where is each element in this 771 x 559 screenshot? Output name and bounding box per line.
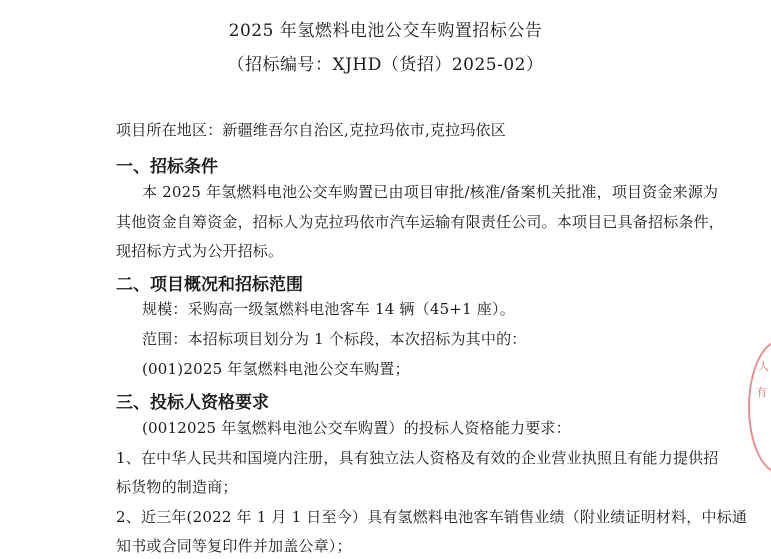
section2-heading: 二、项目概况和招标范围 [116,275,303,295]
section1-heading: 一、招标条件 [116,157,218,177]
requirement-1-line1: 1、在中华人民共和国境内注册，具有独立法人资格及有效的企业营业执照且有能力提供招 [116,449,719,467]
section1-line2: 其他资金自筹资金，招标人为克拉玛依市汽车运输有限责任公司。本项目已具备招标条件， [116,213,725,231]
section1-line3: 现招标方式为公开招标。 [116,242,284,260]
seal-char-1: 人 [758,360,769,373]
section3-intro: (0012025 年氢燃料电池公交车购置）的投标人资格能力要求： [142,419,571,437]
requirement-2-line2: 知书或合同等复印件并加盖公章）； [116,537,352,555]
seal-char-2: 有 [756,386,767,399]
section2-scope: 范围：本招标项目划分为 1 个标段，本次招标为其中的： [142,330,527,348]
tender-number: （招标编号：XJHD（货招）2025-02） [227,55,544,75]
project-location: 项目所在地区：新疆维吾尔自治区,克拉玛依市,克拉玛依区 [116,121,506,139]
section3-heading: 三、投标人资格要求 [116,393,269,413]
requirement-2-line1: 2、近三年(2022 年 1 月 1 日至今）具有氢燃料电池客车销售业绩（附业绩证明材料，中标通 [116,508,748,526]
section2-lot: (001)2025 年氢燃料电池公交车购置； [142,360,410,378]
document-title: 2025 年氢燃料电池公交车购置招标公告 [228,21,543,41]
official-seal-stamp [748,340,771,474]
section1-line1: 本 2025 年氢燃料电池公交车购置已由项目审批/核准/备案机关批准，项目资金来源为 [142,183,719,201]
requirement-1-line2: 标货物的制造商； [116,478,238,496]
section2-scale: 规模：采购高一级氢燃料电池客车 14 辆（45+1 座）。 [142,300,515,318]
